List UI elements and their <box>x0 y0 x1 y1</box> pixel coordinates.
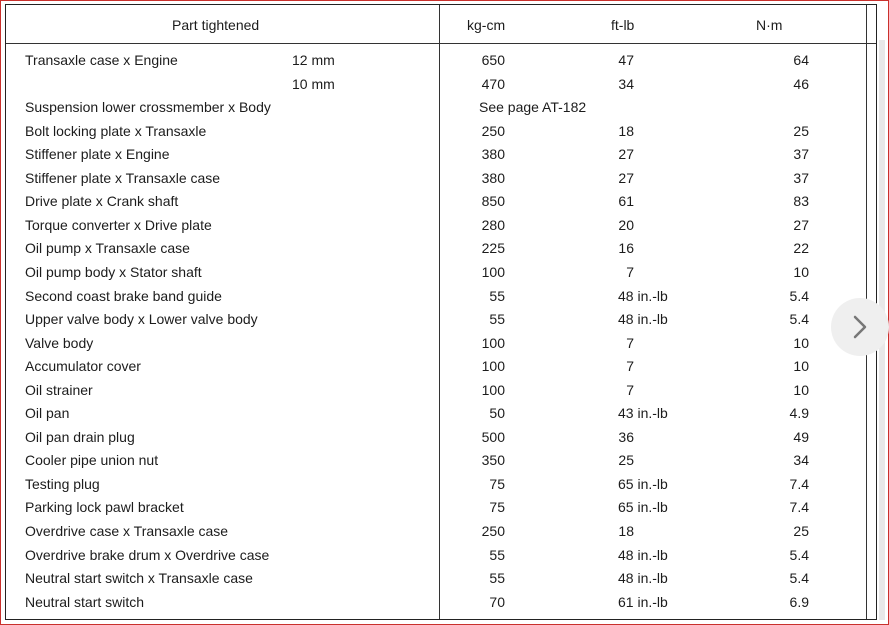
kg-cm-cell: 850 <box>481 193 505 209</box>
part-cell: Neutral start switch <box>25 594 145 610</box>
n-m-cell: 37 <box>793 146 809 162</box>
ft-lb-cell: 7 <box>626 264 634 280</box>
ft-lb-cell: 7 <box>626 382 634 398</box>
ft-lb-cell: 27 <box>618 146 634 162</box>
kg-cm-cell: 280 <box>481 217 505 233</box>
ft-lb-cell: 65 in.-lb <box>618 499 668 515</box>
n-m-cell: 4.9 <box>789 405 809 421</box>
kg-cm-cell: 100 <box>481 264 505 280</box>
kg-cm-cell: 250 <box>481 523 505 539</box>
kg-cm-cell: 470 <box>481 76 505 92</box>
part-cell: Stiffener plate x Transaxle case <box>25 170 221 186</box>
part-cell: Oil strainer <box>25 382 93 398</box>
part-cell: Overdrive brake drum x Overdrive case <box>25 547 270 563</box>
n-m-cell: 5.4 <box>789 311 809 327</box>
kg-cm-cell: 75 <box>489 476 505 492</box>
part-cell: Valve body <box>25 335 94 351</box>
header-kg-cm: kg-cm <box>467 17 506 33</box>
ft-lb-cell: 43 in.-lb <box>618 405 668 421</box>
ft-lb-cell: 34 <box>618 76 634 92</box>
part-cell: Suspension lower crossmember x Body <box>25 99 271 115</box>
n-m-cell: 10 <box>793 335 809 351</box>
n-m-cell: 10 <box>793 264 809 280</box>
next-page-button[interactable] <box>831 298 889 356</box>
part-cell: Oil pan <box>25 405 70 421</box>
ft-lb-cell: 16 <box>618 240 634 256</box>
n-m-cell: 27 <box>793 217 809 233</box>
part-cell: Overdrive case x Transaxle case <box>25 523 229 539</box>
n-m-cell: 25 <box>793 523 809 539</box>
ft-lb-cell: 18 <box>618 123 634 139</box>
n-m-cell: 64 <box>793 52 809 68</box>
n-m-cell: 10 <box>793 382 809 398</box>
header-n-m: N·m <box>756 17 783 33</box>
n-m-cell: 34 <box>793 452 809 468</box>
n-m-cell: 37 <box>793 170 809 186</box>
kg-cm-cell: See page AT-182 <box>479 99 587 115</box>
n-m-cell: 46 <box>793 76 809 92</box>
header-ft-lb: ft-lb <box>611 17 635 33</box>
part-cell: Oil pump body x Stator shaft <box>25 264 202 280</box>
kg-cm-cell: 70 <box>489 594 505 610</box>
ft-lb-cell: 65 in.-lb <box>618 476 668 492</box>
ft-lb-cell: 48 in.-lb <box>618 547 668 563</box>
header-divider <box>6 43 876 44</box>
n-m-cell: 83 <box>793 193 809 209</box>
kg-cm-cell: 380 <box>481 146 505 162</box>
part-cell: Neutral start switch x Transaxle case <box>25 570 253 586</box>
part-cell: Torque converter x Drive plate <box>25 217 212 233</box>
kg-cm-cell: 55 <box>489 570 505 586</box>
n-m-cell: 10 <box>793 358 809 374</box>
kg-cm-cell: 55 <box>489 288 505 304</box>
kg-cm-cell: 100 <box>481 382 505 398</box>
part-cell: Second coast brake band guide <box>25 288 222 304</box>
part-cell: Accumulator cover <box>25 358 141 374</box>
part-cell: Transaxle case x Engine <box>25 52 178 68</box>
ft-lb-cell: 25 <box>618 452 634 468</box>
n-m-cell: 5.4 <box>789 288 809 304</box>
bolt-size-cell: 12 mm <box>292 52 335 68</box>
kg-cm-cell: 55 <box>489 311 505 327</box>
kg-cm-cell: 250 <box>481 123 505 139</box>
kg-cm-cell: 100 <box>481 358 505 374</box>
ft-lb-cell: 48 in.-lb <box>618 288 668 304</box>
torque-spec-table <box>5 4 877 620</box>
n-m-cell: 22 <box>793 240 809 256</box>
n-m-cell: 5.4 <box>789 547 809 563</box>
part-cell: Cooler pipe union nut <box>25 452 159 468</box>
part-cell: Drive plate x Crank shaft <box>25 193 179 209</box>
ft-lb-cell: 61 <box>618 193 634 209</box>
ft-lb-cell: 47 <box>618 52 634 68</box>
kg-cm-cell: 75 <box>489 499 505 515</box>
kg-cm-cell: 650 <box>481 52 505 68</box>
ft-lb-cell: 27 <box>618 170 634 186</box>
ft-lb-cell: 61 in.-lb <box>618 594 668 610</box>
header-part-tightened: Part tightened <box>172 17 260 33</box>
ft-lb-cell: 7 <box>626 358 634 374</box>
ft-lb-cell: 48 in.-lb <box>618 570 668 586</box>
n-m-cell: 7.4 <box>789 499 809 515</box>
ft-lb-cell: 48 in.-lb <box>618 311 668 327</box>
kg-cm-cell: 350 <box>481 452 505 468</box>
kg-cm-cell: 100 <box>481 335 505 351</box>
ft-lb-cell: 18 <box>618 523 634 539</box>
n-m-cell: 49 <box>793 429 809 445</box>
n-m-cell: 7.4 <box>789 476 809 492</box>
part-cell: Oil pump x Transaxle case <box>25 240 190 256</box>
column-divider <box>439 5 440 619</box>
kg-cm-cell: 380 <box>481 170 505 186</box>
kg-cm-cell: 55 <box>489 547 505 563</box>
n-m-cell: 25 <box>793 123 809 139</box>
kg-cm-cell: 500 <box>481 429 505 445</box>
part-cell: Parking lock pawl bracket <box>25 499 184 515</box>
n-m-cell: 6.9 <box>789 594 809 610</box>
bolt-size-cell: 10 mm <box>292 76 335 92</box>
kg-cm-cell: 225 <box>481 240 505 256</box>
part-cell: Bolt locking plate x Transaxle <box>25 123 207 139</box>
ft-lb-cell: 7 <box>626 335 634 351</box>
chevron-right-icon <box>852 314 868 340</box>
ft-lb-cell: 36 <box>618 429 634 445</box>
n-m-cell: 5.4 <box>789 570 809 586</box>
part-cell: Stiffener plate x Engine <box>25 146 170 162</box>
kg-cm-cell: 50 <box>489 405 505 421</box>
ft-lb-cell: 20 <box>618 217 634 233</box>
part-cell: Oil pan drain plug <box>25 429 135 445</box>
part-cell: Testing plug <box>25 476 100 492</box>
part-cell: Upper valve body x Lower valve body <box>25 311 258 327</box>
